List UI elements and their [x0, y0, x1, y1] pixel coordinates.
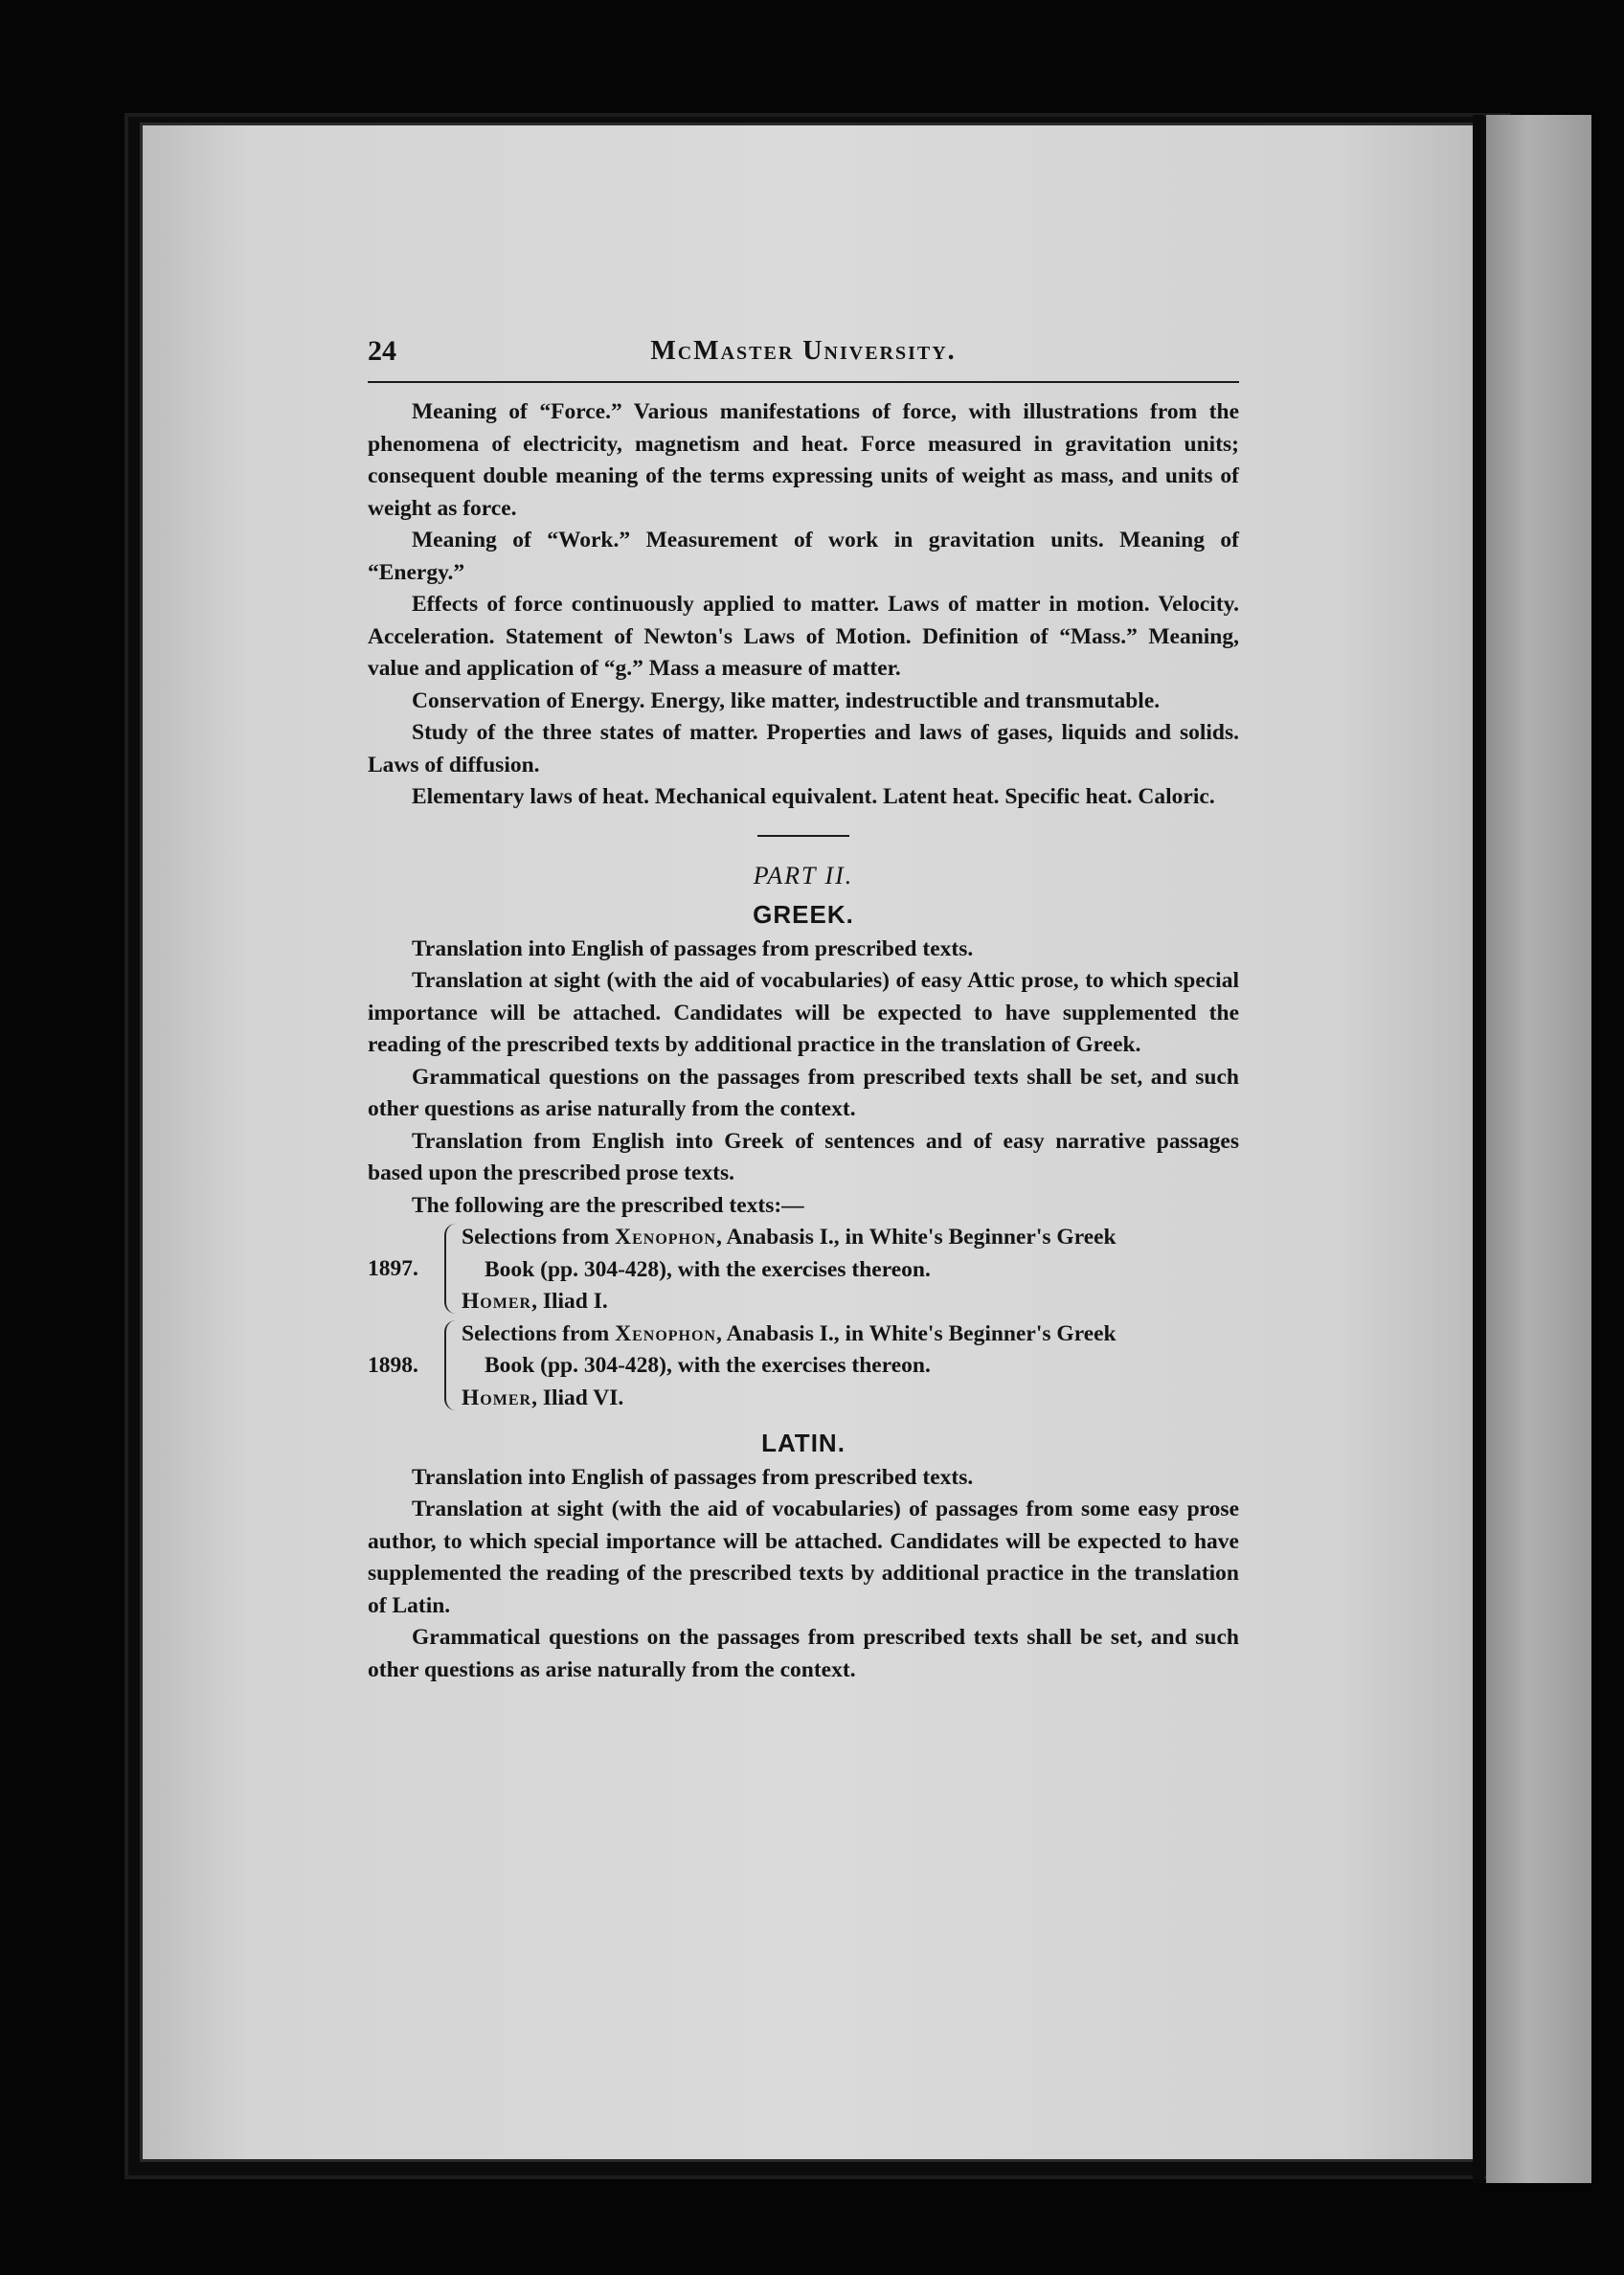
author-name: Homer — [462, 1385, 532, 1410]
facing-page-edge — [1486, 115, 1591, 2183]
texts-intro: The following are the prescribed texts:— — [412, 1192, 804, 1218]
paragraph: Translation into English of passages from prescribed texts. — [412, 935, 974, 961]
part-heading: PART II. — [753, 861, 854, 890]
author-name: Homer — [462, 1289, 532, 1314]
entry-rest: , Anabasis I., in White's Beginner's Greek — [716, 1225, 1116, 1250]
paragraph: Meaning of “Force.” Various manifestations of force, with illustrations from the phenomena of electricity, magnetism and heat. Force measured in gravitation units; consequent double meaning of the terms expressing units of weight as mass, and units of weight as force. — [368, 399, 1239, 521]
entry-prefix: Selections from — [462, 1320, 616, 1346]
brace-icon — [444, 1224, 456, 1314]
entry-prefix: Selections from — [462, 1225, 616, 1250]
page-content — [368, 396, 1239, 1686]
latin-heading: LATIN. — [761, 1429, 846, 1457]
text-entry — [462, 1318, 1239, 1351]
year-label: 1898. — [368, 1352, 418, 1378]
paragraph: Effects of force continuously applied to matter. Laws of matter in motion. Velocity. Acceleration. Statement of Newton's Laws of Motion. Definition of “Mass.” Meaning, value and application of “g.” Mass a measure of matter. — [368, 592, 1239, 681]
author-name: Xenophon — [615, 1225, 716, 1250]
paragraph: Grammatical questions on the passages from prescribed texts shall be set, and such other questions as arise naturally from the context. — [368, 1064, 1239, 1121]
paragraph: Study of the three states of matter. Properties and laws of gases, liquids and solids. Laws of diffusion. — [368, 720, 1239, 777]
page-number: 24 — [368, 335, 396, 367]
entry-rest: , Iliad VI. — [531, 1385, 624, 1410]
text-entry — [462, 1286, 1239, 1318]
paragraph: Meaning of “Work.” Measurement of work in gravitation units. Meaning of “Energy.” — [368, 528, 1239, 585]
year-group-1898 — [368, 1318, 1239, 1415]
greek-heading: GREEK. — [753, 900, 854, 929]
page-header — [368, 329, 1239, 383]
entry-rest: , Iliad I. — [531, 1289, 608, 1314]
year-group-1897 — [368, 1222, 1239, 1318]
paragraph: Translation from English into Greek of sentences and of easy narrative passages based upon the prescribed prose texts. — [368, 1128, 1239, 1185]
running-title: McMaster University. — [650, 336, 957, 366]
section-divider — [757, 835, 849, 837]
paragraph: Elementary laws of heat. Mechanical equivalent. Latent heat. Specific heat. Caloric. — [412, 784, 1215, 809]
text-entry: Book (pp. 304-428), with the exercises thereon. — [485, 1353, 931, 1378]
text-entry — [462, 1222, 1239, 1254]
brace-icon — [444, 1320, 456, 1410]
year-label: 1897. — [368, 1256, 418, 1281]
paragraph: Conservation of Energy. Energy, like matter, indestructible and transmutable. — [412, 687, 1161, 713]
text-entry: Book (pp. 304-428), with the exercises thereon. — [485, 1256, 931, 1282]
text-entry — [462, 1383, 1239, 1415]
entry-rest: , Anabasis I., in White's Beginner's Greek — [716, 1320, 1116, 1346]
book-spine — [1473, 115, 1484, 2183]
author-name: Xenophon — [615, 1320, 716, 1346]
paragraph: Translation at sight (with the aid of vocabularies) of easy Attic prose, to which special importance will be attached. Candidates will be expected to have supplemented the reading of the prescribed texts by additional practice in the translation of Greek. — [368, 968, 1239, 1057]
prescribed-texts — [368, 1222, 1239, 1414]
text-column — [368, 329, 1239, 1686]
paragraph: Grammatical questions on the passages from prescribed texts shall be set, and such other questions as arise naturally from the context. — [368, 1625, 1239, 1682]
paragraph: Translation at sight (with the aid of vocabularies) of passages from some easy prose author, to which special importance will be attached. Candidates will be expected to have supplemented the reading of the prescribed texts by additional practice in the translation of Latin. — [368, 1497, 1239, 1618]
paragraph: Translation into English of passages from prescribed texts. — [412, 1464, 974, 1490]
